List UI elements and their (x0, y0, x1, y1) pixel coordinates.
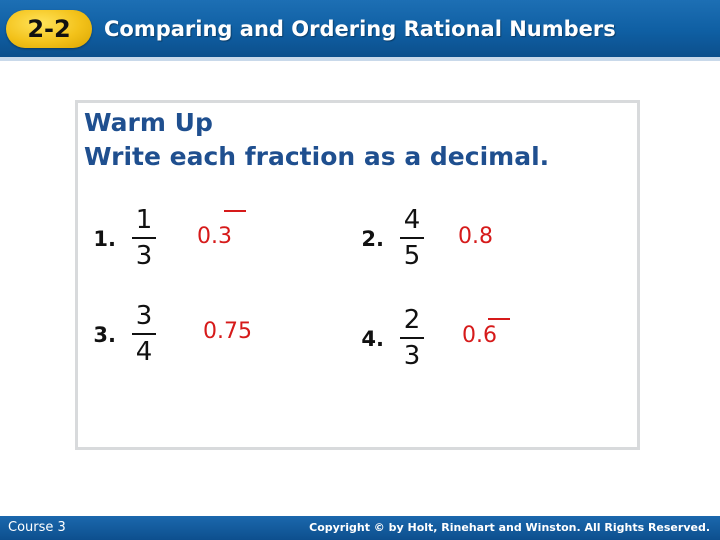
problem-3-numerator: 3 (135, 301, 153, 331)
problem-4-numerator: 2 (403, 305, 421, 335)
course-label: Course 3 (8, 520, 66, 535)
problem-4-fraction (400, 305, 424, 371)
problem-2-denominator: 5 (403, 241, 421, 271)
fraction-bar (400, 237, 424, 239)
problem-1-numerator: 1 (135, 205, 153, 235)
problem-4-denominator: 3 (403, 341, 421, 371)
lesson-number: 2-2 (27, 15, 71, 43)
problem-2-numerator: 4 (403, 205, 421, 235)
repeating-bar-4 (488, 318, 510, 320)
header-divider (0, 57, 720, 61)
problem-3-answer: 0.75 (203, 319, 252, 344)
problem-3-label: 3. (93, 323, 116, 347)
repeating-bar-1 (224, 210, 246, 212)
instruction-text: Write each fraction as a decimal. (84, 142, 550, 171)
problem-4-label: 4. (361, 327, 384, 351)
fraction-bar (132, 333, 156, 335)
problem-2-fraction (400, 205, 424, 271)
lesson-title: Comparing and Ordering Rational Numbers (104, 17, 616, 41)
problem-2-label: 2. (361, 227, 384, 251)
fraction-bar (400, 337, 424, 339)
problem-1-fraction (132, 205, 156, 271)
fraction-bar (132, 237, 156, 239)
problem-4-answer: 0.6 (462, 323, 497, 348)
warmup-heading: Warm Up (84, 108, 213, 137)
problem-1-answer: 0.3 (197, 224, 232, 249)
problem-1-label: 1. (93, 227, 116, 251)
problem-2-answer: 0.8 (458, 224, 493, 249)
problem-1-denominator: 3 (135, 241, 153, 271)
problem-3-denominator: 4 (135, 337, 153, 367)
problem-3-fraction (132, 301, 156, 367)
copyright-text: Copyright © by Holt, Rinehart and Winston. All Rights Reserved. (309, 521, 710, 534)
